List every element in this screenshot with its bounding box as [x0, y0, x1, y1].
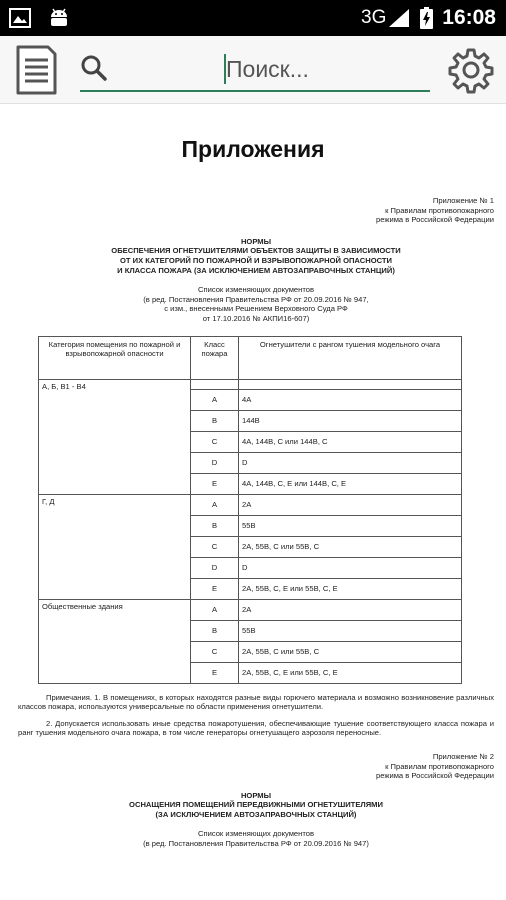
heading-line: ОСНАЩЕНИЯ ПОМЕЩЕНИЙ ПЕРЕДВИЖНЫМИ ОГНЕТУШИТЕЛЯМИ	[129, 800, 383, 810]
reference-line: к Правилам противопожарного	[385, 761, 494, 771]
norms-table	[38, 336, 462, 684]
column-header: Категория помещения по пожарной и взрывопожарной опасности	[39, 336, 191, 379]
extinguisher-cell: 144B	[239, 410, 462, 431]
class-cell: B	[191, 620, 239, 641]
category-cell: Общественные здания	[39, 599, 191, 683]
extinguisher-cell: 2A, 55B, C, E или 55B, C, E	[239, 662, 462, 683]
appendix-1-heading	[18, 237, 494, 275]
class-cell: A	[191, 494, 239, 515]
extinguisher-cell: 55B	[239, 515, 462, 536]
reference-line: режима в Российской Федерации	[376, 215, 494, 225]
search-icon[interactable]	[80, 54, 108, 82]
extinguisher-cell: 2A, 55B, C или 55B, C	[239, 536, 462, 557]
android-icon	[48, 8, 70, 28]
class-cell: A	[191, 389, 239, 410]
document-viewer[interactable]	[0, 104, 506, 900]
changes-line: с изм., внесенными Решением Верховного Суда РФ	[164, 304, 348, 314]
column-header: Класс пожара	[191, 336, 239, 379]
changes-line: (в ред. Постановления Правительства РФ от 20.09.2016 № 947,	[143, 294, 369, 304]
extinguisher-cell: 4A	[239, 389, 462, 410]
table-row	[39, 379, 462, 389]
changes-line: (в ред. Постановления Правительства РФ от 20.09.2016 № 947)	[143, 839, 369, 849]
class-cell: E	[191, 662, 239, 683]
heading-line: (ЗА ИСКЛЮЧЕНИЕМ АВТОЗАПРАВОЧНЫХ СТАНЦИЙ)	[155, 809, 357, 819]
class-cell: B	[191, 515, 239, 536]
appendix-2-changes	[18, 829, 494, 848]
table-row	[39, 599, 462, 620]
document-body	[18, 196, 494, 849]
reference-line: режима в Российской Федерации	[376, 771, 494, 781]
heading-line: И КЛАССА ПОЖАРА (ЗА ИСКЛЮЧЕНИЕМ АВТОЗАПРАВОЧНЫХ СТАНЦИЙ)	[117, 265, 395, 275]
table-header-row	[39, 336, 462, 379]
clock: 16:08	[442, 6, 496, 29]
class-cell: D	[191, 452, 239, 473]
app-bar	[0, 36, 506, 104]
heading-line: НОРМЫ	[240, 790, 272, 800]
heading-line: НОРМЫ	[240, 236, 272, 246]
extinguisher-cell: 4A, 144B, C или 144B, C	[239, 431, 462, 452]
status-bar	[0, 0, 506, 36]
reference-line: Приложение № 1	[432, 196, 494, 205]
category-cell: А, Б, В1 - В4	[39, 379, 191, 494]
network-type: 3G	[361, 7, 387, 28]
note-2: 2. Допускается использовать иные средства пожаротушения, обеспечивающие тушение соответствующего класса пожара и ранг тушения модельного очага пожара, в том числе генераторы огнетушащего аэрозоля переносные.	[18, 718, 494, 738]
extinguisher-cell: 4A, 144B, C, E или 144B, C, E	[239, 473, 462, 494]
class-cell: D	[191, 557, 239, 578]
extinguisher-cell: D	[239, 452, 462, 473]
class-cell: E	[191, 473, 239, 494]
changes-line: Список изменяющих документов	[197, 285, 314, 295]
class-cell: C	[191, 641, 239, 662]
class-cell: E	[191, 578, 239, 599]
page-title: Приложения	[181, 136, 325, 162]
extinguisher-cell: 2A, 55B, C, E или 55B, C, E	[239, 578, 462, 599]
appendix-2-reference	[18, 752, 494, 781]
class-cell: A	[191, 599, 239, 620]
extinguisher-cell: 2A, 55B, C или 55B, C	[239, 641, 462, 662]
battery-icon	[420, 7, 433, 29]
extinguisher-cell: 2A	[239, 494, 462, 515]
search-bar[interactable]	[80, 46, 430, 92]
extinguisher-cell: 2A	[239, 599, 462, 620]
image-icon	[9, 8, 31, 28]
table-row	[39, 494, 462, 515]
appendix-1-changes	[18, 285, 494, 323]
appendix-1-reference	[18, 196, 494, 225]
category-cell: Г, Д	[39, 494, 191, 599]
document-icon[interactable]	[12, 44, 58, 96]
column-header: Огнетушители с рангом тушения модельного очага	[239, 336, 462, 379]
search-input[interactable]	[226, 52, 426, 86]
class-cell: C	[191, 536, 239, 557]
reference-line: Приложение № 2	[432, 751, 494, 761]
class-cell: B	[191, 410, 239, 431]
heading-line: ОБЕСПЕЧЕНИЯ ОГНЕТУШИТЕЛЯМИ ОБЪЕКТОВ ЗАЩИТЫ В ЗАВИСИМОСТИ	[111, 246, 401, 256]
class-cell: C	[191, 431, 239, 452]
extinguisher-cell: 55B	[239, 620, 462, 641]
heading-line: ОТ ИХ КАТЕГОРИЙ ПО ПОЖАРНОЙ И ВЗРЫВОПОЖАРНОЙ ОПАСНОСТИ	[119, 255, 392, 265]
changes-line: Список изменяющих документов	[197, 829, 314, 839]
gear-icon[interactable]	[447, 46, 495, 94]
reference-line: к Правилам противопожарного	[385, 205, 494, 215]
changes-line: от 17.10.2016 № АКПИ16-607)	[202, 313, 310, 323]
note-1: Примечания. 1. В помещениях, в которых находятся разные виды горючего материала и возможно возникновение различных классов пожара, используются универсальные по области применения огнетушители.	[18, 692, 494, 712]
appendix-2-heading	[18, 791, 494, 820]
extinguisher-cell: D	[239, 557, 462, 578]
signal-icon	[389, 9, 409, 27]
